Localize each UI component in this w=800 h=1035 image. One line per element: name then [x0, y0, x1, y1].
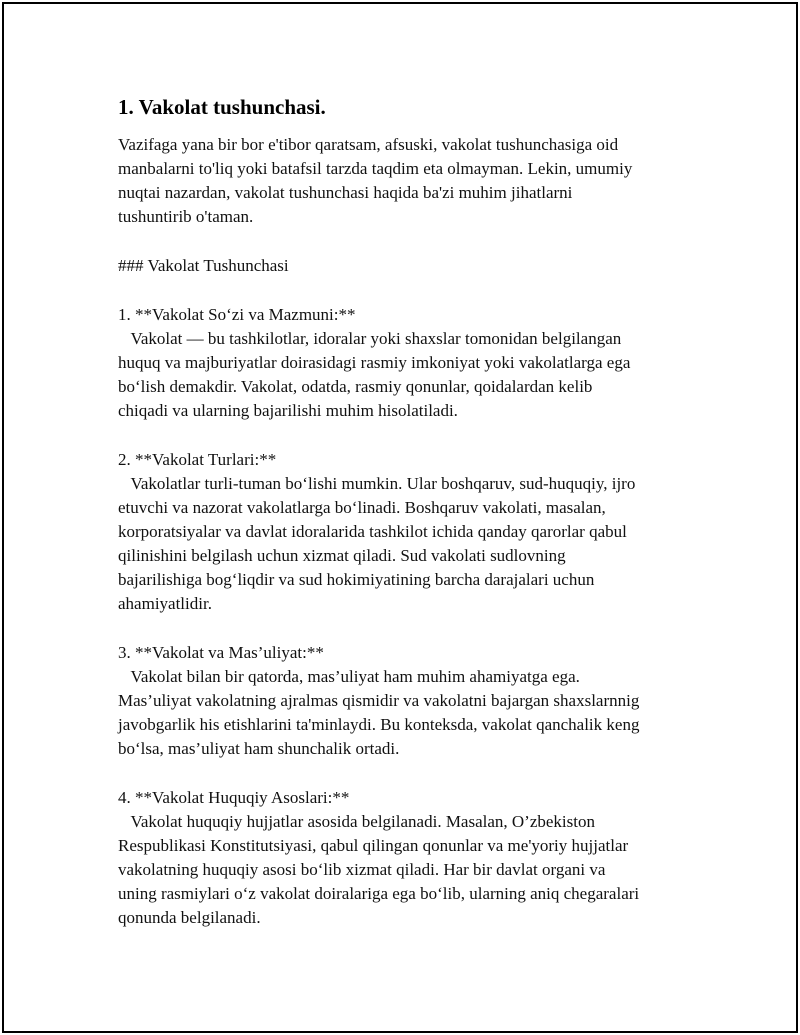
section-heading: 4. **Vakolat Huquqiy Asoslari:** [118, 788, 350, 807]
section-2 [118, 448, 778, 616]
section-line: bajarilishiga bog‘liqdir va sud hokimiyatining barcha darajalari uchun [118, 570, 595, 589]
section-line: Vakolat huquqiy hujjatlar asosida belgilanadi. Masalan, O’zbekiston [118, 812, 595, 831]
section-4 [118, 786, 778, 930]
section-line: bo‘lsa, mas’uliyat ham shunchalik ortadi. [118, 739, 400, 758]
section-line: chiqadi va ularning bajarilishi muhim hisolatiladi. [118, 401, 458, 420]
section-heading: 3. **Vakolat va Mas’uliyat:** [118, 643, 324, 662]
section-3 [118, 641, 778, 761]
subheading: ### Vakolat Tushunchasi [118, 256, 289, 275]
section-line: javobgarlik his etishlarini ta'minlaydi. Bu konteksda, vakolat qanchalik keng [118, 715, 640, 734]
section-heading: 2. **Vakolat Turlari:** [118, 450, 277, 469]
section-line: qilinishini belgilash uchun xizmat qiladi. Sud vakolati sudlovning [118, 546, 566, 565]
section-line: korporatsiyalar va davlat idoralarida tashkilot ichida qanday qarorlar qabul [118, 522, 627, 541]
section-line: Vakolat bilan bir qatorda, mas’uliyat ham muhim ahamiyatga ega. [118, 667, 580, 686]
intro-line: Vazifaga yana bir bor e'tibor qaratsam, afsuski, vakolat tushunchasiga oid [118, 135, 619, 154]
document-body [118, 95, 778, 955]
document-title: 1. Vakolat tushunchasi. [118, 95, 326, 119]
intro-paragraph [118, 133, 778, 229]
section-line: Mas’uliyat vakolatning ajralmas qismidir va vakolatni bajargan shaxslarnnig [118, 691, 640, 710]
section-line: etuvchi va nazorat vakolatlarga bo‘linadi. Boshqaruv vakolati, masalan, [118, 498, 606, 517]
section-line: huquq va majburiyatlar doirasidagi rasmiy imkoniyat yoki vakolatlarga ega [118, 353, 631, 372]
section-line: ahamiyatlidir. [118, 594, 212, 613]
section-heading: 1. **Vakolat So‘zi va Mazmuni:** [118, 305, 356, 324]
section-line: Vakolatlar turli-tuman bo‘lishi mumkin. Ular boshqaruv, sud-huquqiy, ijro [118, 474, 636, 493]
intro-line: tushuntirib o'taman. [118, 207, 254, 226]
section-line: qonunda belgilanadi. [118, 908, 261, 927]
section-line: uning rasmiylari o‘z vakolat doiralariga ega bo‘lib, ularning aniq chegaralari [118, 884, 640, 903]
intro-line: manbalarni to'liq yoki batafsil tarzda taqdim eta olmayman. Lekin, umumiy [118, 159, 633, 178]
subheading-block [118, 254, 778, 278]
section-line: bo‘lish demakdir. Vakolat, odatda, rasmiy qonunlar, qoidalardan kelib [118, 377, 593, 396]
section-1 [118, 303, 778, 423]
section-line: Respublikasi Konstitutsiyasi, qabul qilingan qonunlar va me'yoriy hujjatlar [118, 836, 629, 855]
section-line: Vakolat — bu tashkilotlar, idoralar yoki shaxslar tomonidan belgilangan [118, 329, 622, 348]
section-line: vakolatning huquqiy asosi bo‘lib xizmat qiladi. Har bir davlat organi va [118, 860, 606, 879]
intro-line: nuqtai nazardan, vakolat tushunchasi haqida ba'zi muhim jihatlarni [118, 183, 573, 202]
